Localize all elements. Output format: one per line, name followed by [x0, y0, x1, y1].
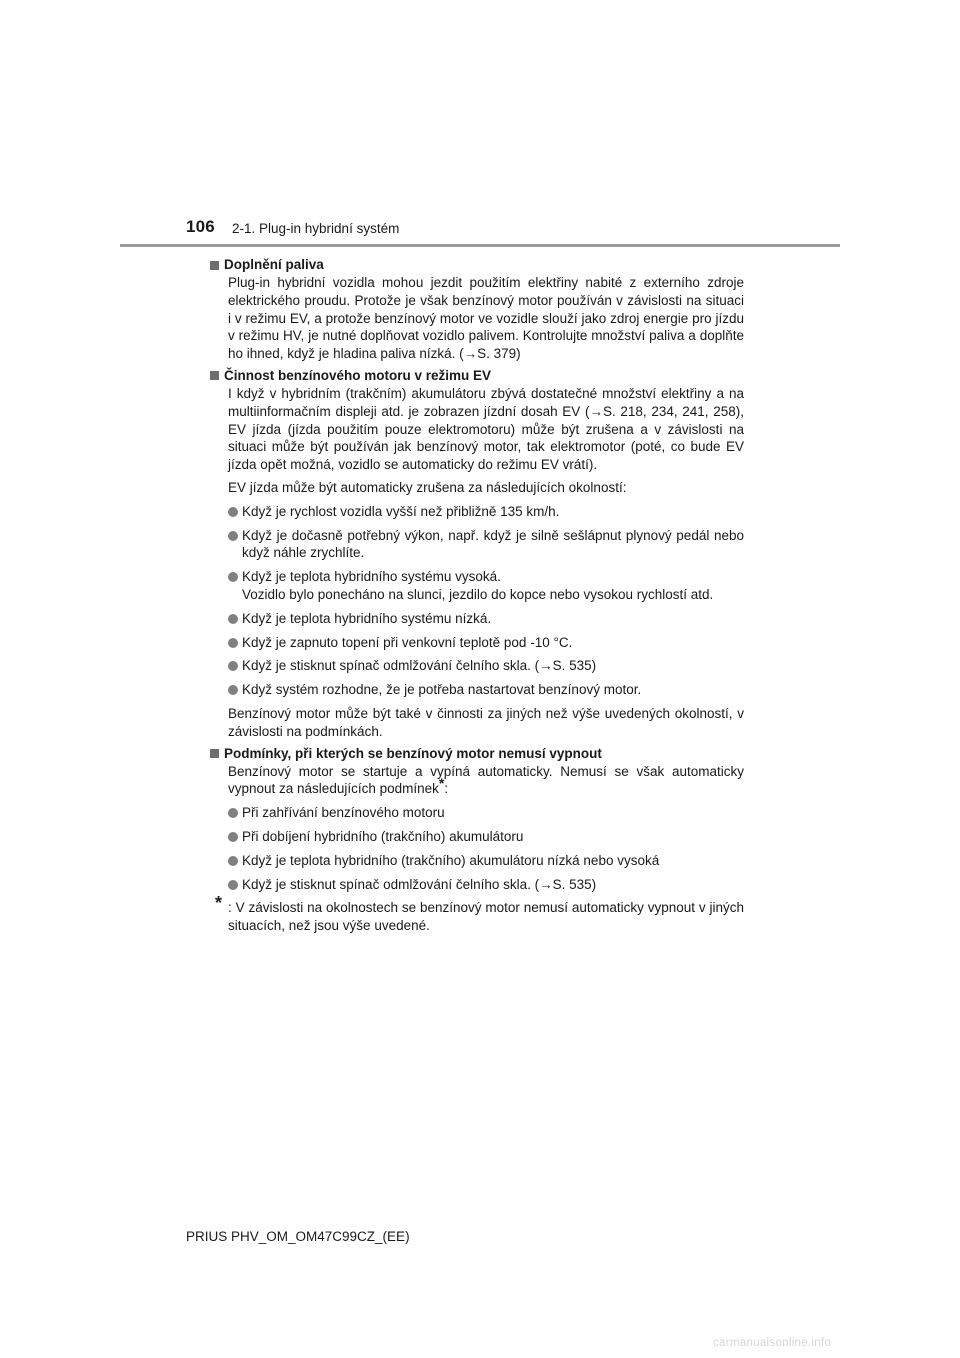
list-item: Při dobíjení hybridního (trakčního) akumulátoru [228, 828, 744, 846]
page-content [210, 256, 744, 935]
bullet-dot-icon [228, 856, 238, 866]
bullet-dot-icon [228, 832, 238, 842]
page-number: 106 [186, 217, 215, 236]
list-item: Když je stisknut spínač odmlžování čelního skla. (→S. 535) [228, 876, 744, 894]
section-heading [210, 367, 744, 385]
section-engine-may-not-stop [210, 745, 744, 935]
bullet-dot-icon [228, 661, 238, 671]
paragraph: Benzínový motor se startuje a vypíná automaticky. Nemusí se však automaticky vypnout za následujících podmínek*: [228, 763, 744, 797]
list-item: Když je stisknut spínač odmlžování čelního skla. (→S. 535) [228, 657, 744, 675]
heading-text: Podmínky, při kterých se benzínový motor nemusí vypnout [224, 745, 602, 761]
document-code: PRIUS PHV_OM_OM47C99CZ_(EE) [186, 1229, 410, 1244]
paragraph: EV jízda může být automaticky zrušena za následujících okolností: [228, 479, 627, 495]
paragraph: Benzínový motor může být také v činnosti za jiných než výše uvedených okolností, v závislosti na podmínkách. [228, 705, 744, 739]
list-item: Když je dočasně potřebný výkon, např. když je silně sešlápnut plynový pedál nebo když náhle zrychlíte. [228, 527, 744, 563]
paragraph: I když v hybridním (trakčním) akumulátoru zbývá dostatečné množství elektřiny a na multiinformačním displeji atd. je zobrazen jízdní dosah EV (→S. 218, 234, 241, 258), EV jízda (jízda použitím pouze elektromotoru) může být zrušena a v závislosti na situaci může být používán jak benzínový motor, tak elektromotor (poté, co bude EV jízda opět možná, vozidlo se automaticky do režimu EV vrátí). [228, 385, 744, 473]
square-bullet-icon [210, 371, 219, 380]
bullet-dot-icon [228, 638, 238, 648]
footnote-star: * [215, 893, 223, 914]
list-item: Když je teplota hybridního systému vysoká. Vozidlo bylo ponecháno na slunci, jezdilo do kopce nebo vysokou rychlostí atd. [228, 568, 744, 604]
bullet-dot-icon [228, 531, 238, 541]
heading-text: Činnost benzínového motoru v režimu EV [224, 368, 492, 384]
section-header-title: 2-1. Plug-in hybridní systém [232, 221, 400, 236]
bullet-dot-icon [228, 614, 238, 624]
watermark: carmanualsonline.info [713, 1337, 832, 1349]
square-bullet-icon [210, 261, 219, 270]
bullet-dot-icon [228, 572, 238, 582]
section-engine-in-ev-mode [210, 367, 744, 741]
header-divider [120, 244, 840, 247]
list-item: Když systém rozhodne, že je potřeba nastartovat benzínový motor. [228, 681, 744, 699]
section-heading [210, 745, 744, 763]
bullet-dot-icon [228, 685, 238, 695]
heading-text: Doplnění paliva [224, 257, 324, 273]
section-refueling [210, 256, 744, 363]
bullet-dot-icon [228, 808, 238, 818]
condition-list [228, 503, 744, 699]
paragraph: Plug-in hybridní vozidla mohou jezdit použitím elektřiny nabité z externího zdroje elektrického proudu. Protože je však benzínový motor používán v závislosti na situaci i v režimu EV, a protože benzínový motor ve vozidle slouží jako zdroj energie pro jízdu v režimu HV, je nutné doplňovat vozidlo palivem. Kontrolujte množství paliva a doplňte ho ihned, když je hladina paliva nízká. (→S. 379) [228, 275, 744, 362]
condition-list [228, 804, 744, 893]
footnote-text: : V závislosti na okolnostech se benzínový motor nemusí automaticky vypnout v jiných situacích, než jsou výše uvedené. [228, 900, 744, 934]
list-item: Při zahřívání benzínového motoru [228, 804, 744, 822]
list-item: Když je rychlost vozidla vyšší než přibližně 135 km/h. [228, 503, 744, 521]
square-bullet-icon [210, 749, 219, 758]
section-heading [210, 256, 744, 274]
bullet-dot-icon [228, 507, 238, 517]
footnote-marker: * [438, 775, 445, 792]
list-item: Když je teplota hybridního (trakčního) akumulátoru nízká nebo vysoká [228, 852, 744, 870]
footnote [210, 893, 744, 935]
list-item: Když je teplota hybridního systému nízká. [228, 610, 744, 628]
bullet-dot-icon [228, 880, 238, 890]
list-item: Když je zapnuto topení při venkovní teplotě pod -10 °C. [228, 634, 744, 652]
list-item-note: Vozidlo bylo ponecháno na slunci, jezdilo do kopce nebo vysokou rychlostí atd. [242, 586, 714, 602]
